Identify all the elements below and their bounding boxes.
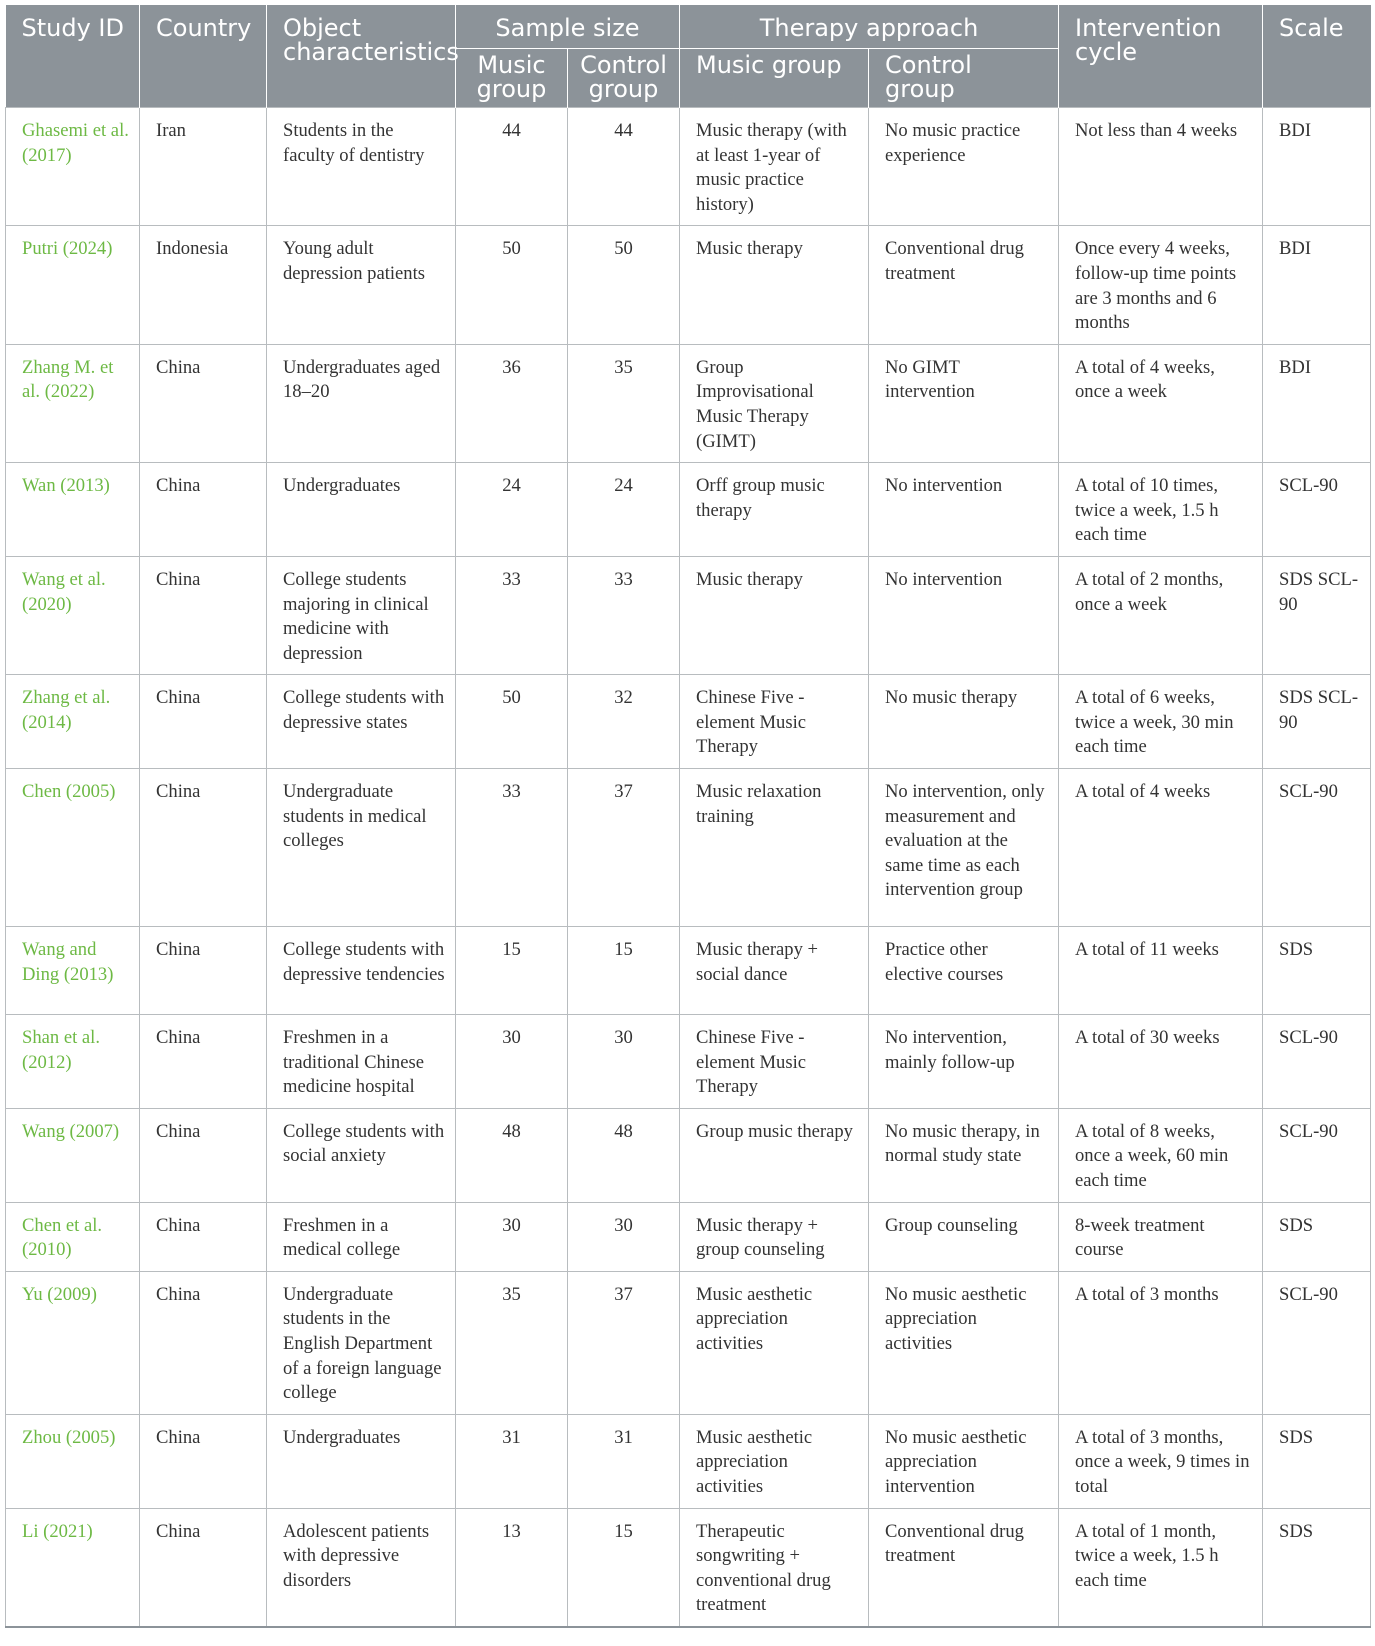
table-row [6,226,1371,344]
control-therapy-cell: No intervention [869,463,1059,557]
cycle-cell: A total of 4 weeks, once a week [1059,344,1263,462]
music-n-cell: 35 [456,1271,568,1414]
table-row [6,769,1371,927]
object-cell: Young adult depression patients [267,226,456,344]
table-row [6,1015,1371,1109]
cycle-cell: A total of 2 months, once a week [1059,556,1263,674]
control-therapy-cell: No intervention, mainly follow-up [869,1015,1059,1109]
music-n-cell: 30 [456,1202,568,1271]
control-n-cell: 37 [568,1271,680,1414]
music-therapy-cell: Music aesthetic appreciation activities [680,1271,869,1414]
cycle-cell: A total of 6 weeks, twice a week, 30 min each time [1059,675,1263,769]
scale-cell: SDS [1263,1508,1371,1627]
object-cell: Freshmen in a traditional Chinese medicine hospital [267,1015,456,1109]
table-row [6,675,1371,769]
object-cell: College students majoring in clinical medicine with depression [267,556,456,674]
music-n-cell: 44 [456,108,568,226]
table-row [6,1108,1371,1202]
music-n-cell: 31 [456,1414,568,1508]
control-therapy-cell: No music therapy, in normal study state [869,1108,1059,1202]
control-n-cell: 37 [568,769,680,927]
header-study-id: Study ID [6,5,140,108]
scale-cell: SCL-90 [1263,1108,1371,1202]
music-n-cell: 30 [456,1015,568,1109]
object-cell: Adolescent patients with depressive disorders [267,1508,456,1627]
control-therapy-cell: Practice other elective courses [869,927,1059,1015]
cycle-cell: A total of 3 months, once a week, 9 times in total [1059,1414,1263,1508]
table-row [6,556,1371,674]
object-cell: Students in the faculty of dentistry [267,108,456,226]
header-object-characteristics: Object characteristics [267,5,456,108]
country-cell: Indonesia [140,226,267,344]
country-cell: China [140,1508,267,1627]
study-id-link[interactable]: Wang (2007) [6,1108,140,1202]
music-therapy-cell: Music therapy (with at least 1-year of music practice history) [680,108,869,226]
study-id-link[interactable]: Ghasemi et al. (2017) [6,108,140,226]
table-row [6,108,1371,226]
scale-cell: BDI [1263,108,1371,226]
object-cell: Freshmen in a medical college [267,1202,456,1271]
control-n-cell: 15 [568,927,680,1015]
control-n-cell: 30 [568,1015,680,1109]
music-therapy-cell: Music therapy [680,226,869,344]
cycle-cell: A total of 11 weeks [1059,927,1263,1015]
control-therapy-cell: No GIMT intervention [869,344,1059,462]
header-country: Country [140,5,267,108]
scale-cell: SDS SCL-90 [1263,556,1371,674]
cycle-cell: A total of 3 months [1059,1271,1263,1414]
control-n-cell: 50 [568,226,680,344]
control-n-cell: 33 [568,556,680,674]
study-id-link[interactable]: Wang et al. (2020) [6,556,140,674]
country-cell: Iran [140,108,267,226]
music-therapy-cell: Music relaxation training [680,769,869,927]
table-row [6,344,1371,462]
control-n-cell: 24 [568,463,680,557]
table-header [6,5,1371,108]
object-cell: Undergraduates aged 18–20 [267,344,456,462]
music-n-cell: 50 [456,226,568,344]
music-therapy-cell: Chinese Five - element Music Therapy [680,675,869,769]
country-cell: China [140,1202,267,1271]
country-cell: China [140,1108,267,1202]
music-n-cell: 33 [456,769,568,927]
country-cell: China [140,675,267,769]
table-row [6,463,1371,557]
study-id-link[interactable]: Zhang M. et al. (2022) [6,344,140,462]
study-id-link[interactable]: Li (2021) [6,1508,140,1627]
object-cell: College students with social anxiety [267,1108,456,1202]
study-id-link[interactable]: Shan et al. (2012) [6,1015,140,1109]
music-n-cell: 24 [456,463,568,557]
object-cell: College students with depressive tendencies [267,927,456,1015]
header-sample-size: Sample size [456,5,680,49]
music-n-cell: 48 [456,1108,568,1202]
cycle-cell: Once every 4 weeks, follow-up time points are 3 months and 6 months [1059,226,1263,344]
header-therapy-control-group: Control group [869,49,1059,108]
music-therapy-cell: Music therapy + group counseling [680,1202,869,1271]
music-n-cell: 33 [456,556,568,674]
object-cell: Undergraduate students in medical colleges [267,769,456,927]
music-therapy-cell: Chinese Five - element Music Therapy [680,1015,869,1109]
object-cell: Undergraduates [267,463,456,557]
study-id-link[interactable]: Wan (2013) [6,463,140,557]
music-n-cell: 13 [456,1508,568,1627]
music-therapy-cell: Group Improvisational Music Therapy (GIMT) [680,344,869,462]
control-therapy-cell: No intervention [869,556,1059,674]
study-id-link[interactable]: Chen et al. (2010) [6,1202,140,1271]
country-cell: China [140,463,267,557]
header-therapy-approach: Therapy approach [680,5,1059,49]
country-cell: China [140,927,267,1015]
control-therapy-cell: No music practice experience [869,108,1059,226]
scale-cell: BDI [1263,226,1371,344]
music-n-cell: 15 [456,927,568,1015]
control-therapy-cell: No intervention, only measurement and evaluation at the same time as each intervention group [869,769,1059,927]
study-id-link[interactable]: Chen (2005) [6,769,140,927]
header-therapy-music-group: Music group [680,49,869,108]
music-therapy-cell: Music therapy [680,556,869,674]
music-therapy-cell: Group music therapy [680,1108,869,1202]
cycle-cell: A total of 8 weeks, once a week, 60 min each time [1059,1108,1263,1202]
cycle-cell: A total of 10 times, twice a week, 1.5 h each time [1059,463,1263,557]
music-n-cell: 36 [456,344,568,462]
control-n-cell: 44 [568,108,680,226]
scale-cell: SDS SCL-90 [1263,675,1371,769]
scale-cell: BDI [1263,344,1371,462]
cycle-cell: Not less than 4 weeks [1059,108,1263,226]
table-row [6,1414,1371,1508]
table-body [6,108,1371,1627]
control-therapy-cell: Conventional drug treatment [869,1508,1059,1627]
study-id-link[interactable]: Wang and Ding (2013) [6,927,140,1015]
object-cell: Undergraduates [267,1414,456,1508]
control-n-cell: 31 [568,1414,680,1508]
country-cell: China [140,1414,267,1508]
study-id-link[interactable]: Yu (2009) [6,1271,140,1414]
music-therapy-cell: Orff group music therapy [680,463,869,557]
study-id-link[interactable]: Zhou (2005) [6,1414,140,1508]
scale-cell: SCL-90 [1263,463,1371,557]
header-intervention-cycle: Intervention cycle [1059,5,1263,108]
control-therapy-cell: No music aesthetic appreciation intervention [869,1414,1059,1508]
country-cell: China [140,769,267,927]
cycle-cell: 8-week treatment course [1059,1202,1263,1271]
scale-cell: SCL-90 [1263,769,1371,927]
music-therapy-cell: Music therapy + social dance [680,927,869,1015]
control-n-cell: 15 [568,1508,680,1627]
music-therapy-cell: Music aesthetic appreciation activities [680,1414,869,1508]
studies-table [5,5,1371,1628]
control-therapy-cell: Conventional drug treatment [869,226,1059,344]
scale-cell: SDS [1263,1202,1371,1271]
country-cell: China [140,556,267,674]
header-sample-music-group: Music group [456,49,568,108]
control-therapy-cell: No music therapy [869,675,1059,769]
country-cell: China [140,344,267,462]
table-row [6,927,1371,1015]
table-row [6,1508,1371,1627]
study-id-link[interactable]: Putri (2024) [6,226,140,344]
country-cell: China [140,1015,267,1109]
control-n-cell: 48 [568,1108,680,1202]
music-n-cell: 50 [456,675,568,769]
control-n-cell: 35 [568,344,680,462]
scale-cell: SCL-90 [1263,1271,1371,1414]
control-n-cell: 32 [568,675,680,769]
header-row-top [6,5,1371,49]
study-id-link[interactable]: Zhang et al. (2014) [6,675,140,769]
object-cell: College students with depressive states [267,675,456,769]
scale-cell: SDS [1263,927,1371,1015]
control-therapy-cell: No music aesthetic appreciation activities [869,1271,1059,1414]
country-cell: China [140,1271,267,1414]
cycle-cell: A total of 4 weeks [1059,769,1263,927]
control-therapy-cell: Group counseling [869,1202,1059,1271]
table-row [6,1202,1371,1271]
cycle-cell: A total of 1 month, twice a week, 1.5 h each time [1059,1508,1263,1627]
object-cell: Undergraduate students in the English Department of a foreign language college [267,1271,456,1414]
scale-cell: SCL-90 [1263,1015,1371,1109]
scale-cell: SDS [1263,1414,1371,1508]
music-therapy-cell: Therapeutic songwriting + conventional drug treatment [680,1508,869,1627]
control-n-cell: 30 [568,1202,680,1271]
cycle-cell: A total of 30 weeks [1059,1015,1263,1109]
header-sample-control-group: Control group [568,49,680,108]
table-row [6,1271,1371,1414]
header-scale: Scale [1263,5,1371,108]
